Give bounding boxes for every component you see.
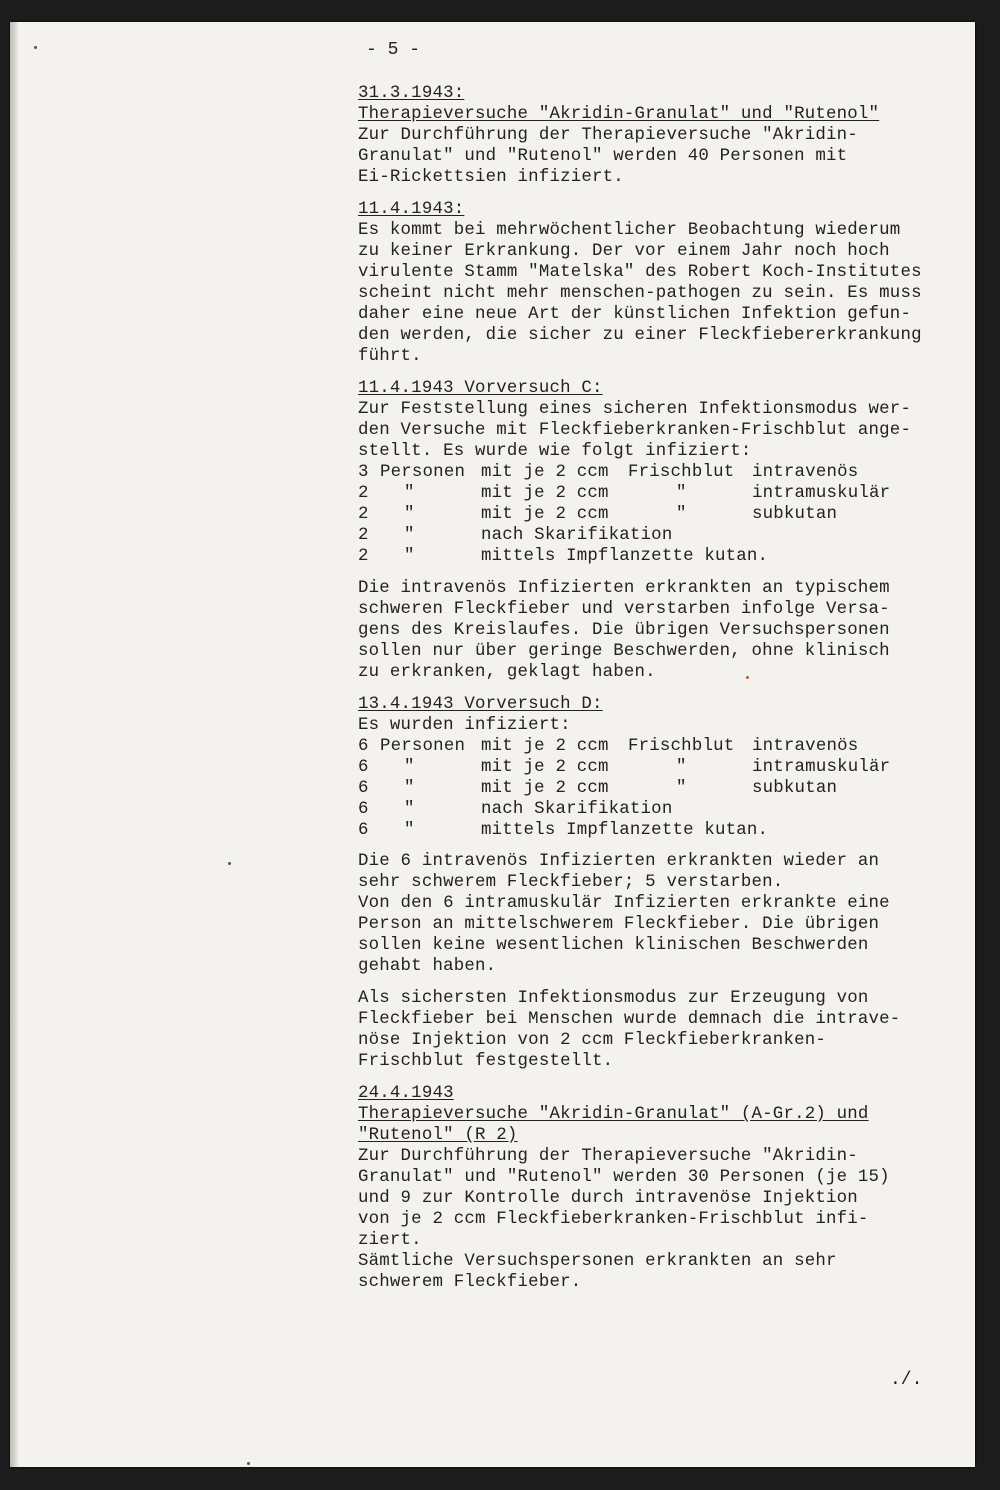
body-line: Ei-Rickettsien infiziert.: [358, 168, 624, 187]
body-line: daher eine neue Art der künstlichen Infektion gefun-: [358, 305, 912, 324]
table-row: [358, 547, 968, 568]
body-line: führt.: [358, 347, 422, 366]
table-cell: 6: [358, 779, 369, 798]
table-cell: mit je 2 ccm: [481, 758, 609, 777]
table-cell: ": [676, 758, 687, 777]
table-cell: mit je 2 ccm: [481, 463, 609, 482]
table-row: [358, 484, 968, 505]
table-cell: intravenös: [752, 737, 859, 756]
table-cell: Frischblut: [628, 463, 735, 482]
body-line: Als sichersten Infektionsmodus zur Erzeugung von: [358, 989, 869, 1008]
table-cell: mit je 2 ccm: [481, 505, 609, 524]
body-line: von je 2 ccm Fleckfieberkranken-Frischblut infi-: [358, 1210, 869, 1229]
body-line: virulente Stamm "Matelska" des Robert Koch-Institutes: [358, 263, 922, 282]
table-cell: Frischblut: [628, 737, 735, 756]
body-line: schweren Fleckfieber und verstarben infolge Versa-: [358, 600, 890, 619]
paper-speck: [228, 862, 231, 865]
table-cell: ": [404, 800, 415, 819]
body-line: Granulat" und "Rutenol" werden 30 Personen (je 15): [358, 1168, 890, 1187]
table-cell: ": [676, 484, 687, 503]
binding-gutter: [10, 22, 18, 1467]
table-cell: ": [404, 547, 415, 566]
body-line: Zur Durchführung der Therapieversuche "Akridin-: [358, 1147, 858, 1166]
section-subheading: Therapieversuche "Akridin-Granulat" (A-Gr.2) und: [358, 1105, 869, 1124]
body-line: sollen keine wesentlichen klinischen Beschwerden: [358, 936, 869, 955]
body-line: ziert.: [358, 1231, 422, 1250]
body-line: sehr schwerem Fleckfieber; 5 verstarben.: [358, 873, 784, 892]
body-line: nöse Injektion von 2 ccm Fleckfieberkranken-: [358, 1031, 826, 1050]
table-cell: mit je 2 ccm: [481, 779, 609, 798]
table-cell: ": [676, 505, 687, 524]
table-cell: subkutan: [752, 505, 838, 524]
body-line: zu erkranken, geklagt haben.: [358, 663, 656, 682]
table-row: [358, 800, 968, 821]
section-subheading: "Rutenol" (R 2): [358, 1126, 518, 1145]
table-cell: mittels Impflanzette kutan.: [481, 547, 769, 566]
table-cell: 2: [358, 547, 369, 566]
body-line: Es kommt bei mehrwöchentlicher Beobachtung wiederum: [358, 221, 901, 240]
section-heading: 31.3.1943:: [358, 84, 465, 103]
body-line: zu keiner Erkrankung. Der vor einem Jahr noch hoch: [358, 242, 890, 261]
body-line: Die 6 intravenös Infizierten erkrankten wieder an: [358, 852, 880, 871]
paper-speck: [247, 1462, 250, 1465]
page-number: - 5 -: [366, 40, 421, 60]
section-subheading: Therapieversuche "Akridin-Granulat" und "Rutenol": [358, 105, 880, 124]
table-cell: ": [404, 505, 415, 524]
body-line: scheint nicht mehr menschen-pathogen zu sein. Es muss: [358, 284, 922, 303]
table-cell: mittels Impflanzette kutan.: [481, 821, 769, 840]
table-cell: mit je 2 ccm: [481, 737, 609, 756]
table-cell: 2: [358, 526, 369, 545]
body-line: gehabt haben.: [358, 957, 497, 976]
table-cell: 6: [358, 800, 369, 819]
body-line: den werden, die sicher zu einer Fleckfiebererkrankung: [358, 326, 922, 345]
table-cell: 3: [358, 463, 369, 482]
paper-speck: [34, 46, 37, 49]
body-line: Granulat" und "Rutenol" werden 40 Personen mit: [358, 147, 848, 166]
table-row: [358, 463, 968, 484]
table-cell: ": [404, 821, 415, 840]
table-cell: 6: [358, 737, 369, 756]
table-cell: 6: [358, 758, 369, 777]
table-row: [358, 758, 968, 779]
body-line: schwerem Fleckfieber.: [358, 1273, 582, 1292]
body-line: Von den 6 intramuskulär Infizierten erkrankte eine: [358, 894, 890, 913]
table-cell: nach Skarifikation: [481, 800, 673, 819]
body-line: gens des Kreislaufes. Die übrigen Versuchspersonen: [358, 621, 890, 640]
table-row: [358, 779, 968, 800]
body-line: Fleckfieber bei Menschen wurde demnach die intrave-: [358, 1010, 901, 1029]
table-row: [358, 505, 968, 526]
body-line: Frischblut festgestellt.: [358, 1052, 614, 1071]
table-cell: 2: [358, 505, 369, 524]
body-line: den Versuche mit Fleckfieberkranken-Frischblut ange-: [358, 421, 912, 440]
body-line: Zur Feststellung eines sicheren Infektionsmodus wer-: [358, 400, 912, 419]
table-cell: ": [404, 484, 415, 503]
table-cell: Personen: [380, 463, 466, 482]
table-cell: intravenös: [752, 463, 859, 482]
body-line: Person an mittelschwerem Fleckfieber. Die übrigen: [358, 915, 880, 934]
body-line: Die intravenös Infizierten erkrankten an typischem: [358, 579, 890, 598]
section-heading: 24.4.1943: [358, 1084, 454, 1103]
table-row: [358, 821, 968, 842]
body-line: sollen nur über geringe Beschwerden, ohne klinisch: [358, 642, 890, 661]
body-line: Zur Durchführung der Therapieversuche "Akridin-: [358, 126, 858, 145]
section-heading: 11.4.1943:: [358, 200, 465, 219]
table-cell: 6: [358, 821, 369, 840]
table-cell: mit je 2 ccm: [481, 484, 609, 503]
table-cell: 2: [358, 484, 369, 503]
body-line: Es wurden infiziert:: [358, 716, 571, 735]
table-cell: ": [404, 758, 415, 777]
table-row: [358, 526, 968, 547]
table-cell: Personen: [380, 737, 466, 756]
document-page: [10, 22, 975, 1467]
table-cell: intramuskulär: [752, 484, 891, 503]
paper-speck: [746, 676, 749, 679]
table-row: [358, 737, 968, 758]
table-cell: subkutan: [752, 779, 838, 798]
table-cell: ": [404, 526, 415, 545]
body-line: Sämtliche Versuchspersonen erkrankten an sehr: [358, 1252, 837, 1271]
table-cell: intramuskulär: [752, 758, 891, 777]
continuation-mark: ./.: [890, 1370, 923, 1390]
table-cell: ": [676, 779, 687, 798]
body-line: und 9 zur Kontrolle durch intravenöse Injektion: [358, 1189, 858, 1208]
section-heading: 11.4.1943 Vorversuch C:: [358, 379, 603, 398]
table-cell: ": [404, 779, 415, 798]
section-heading: 13.4.1943 Vorversuch D:: [358, 695, 603, 714]
table-cell: nach Skarifikation: [481, 526, 673, 545]
body-line: stellt. Es wurde wie folgt infiziert:: [358, 442, 752, 461]
